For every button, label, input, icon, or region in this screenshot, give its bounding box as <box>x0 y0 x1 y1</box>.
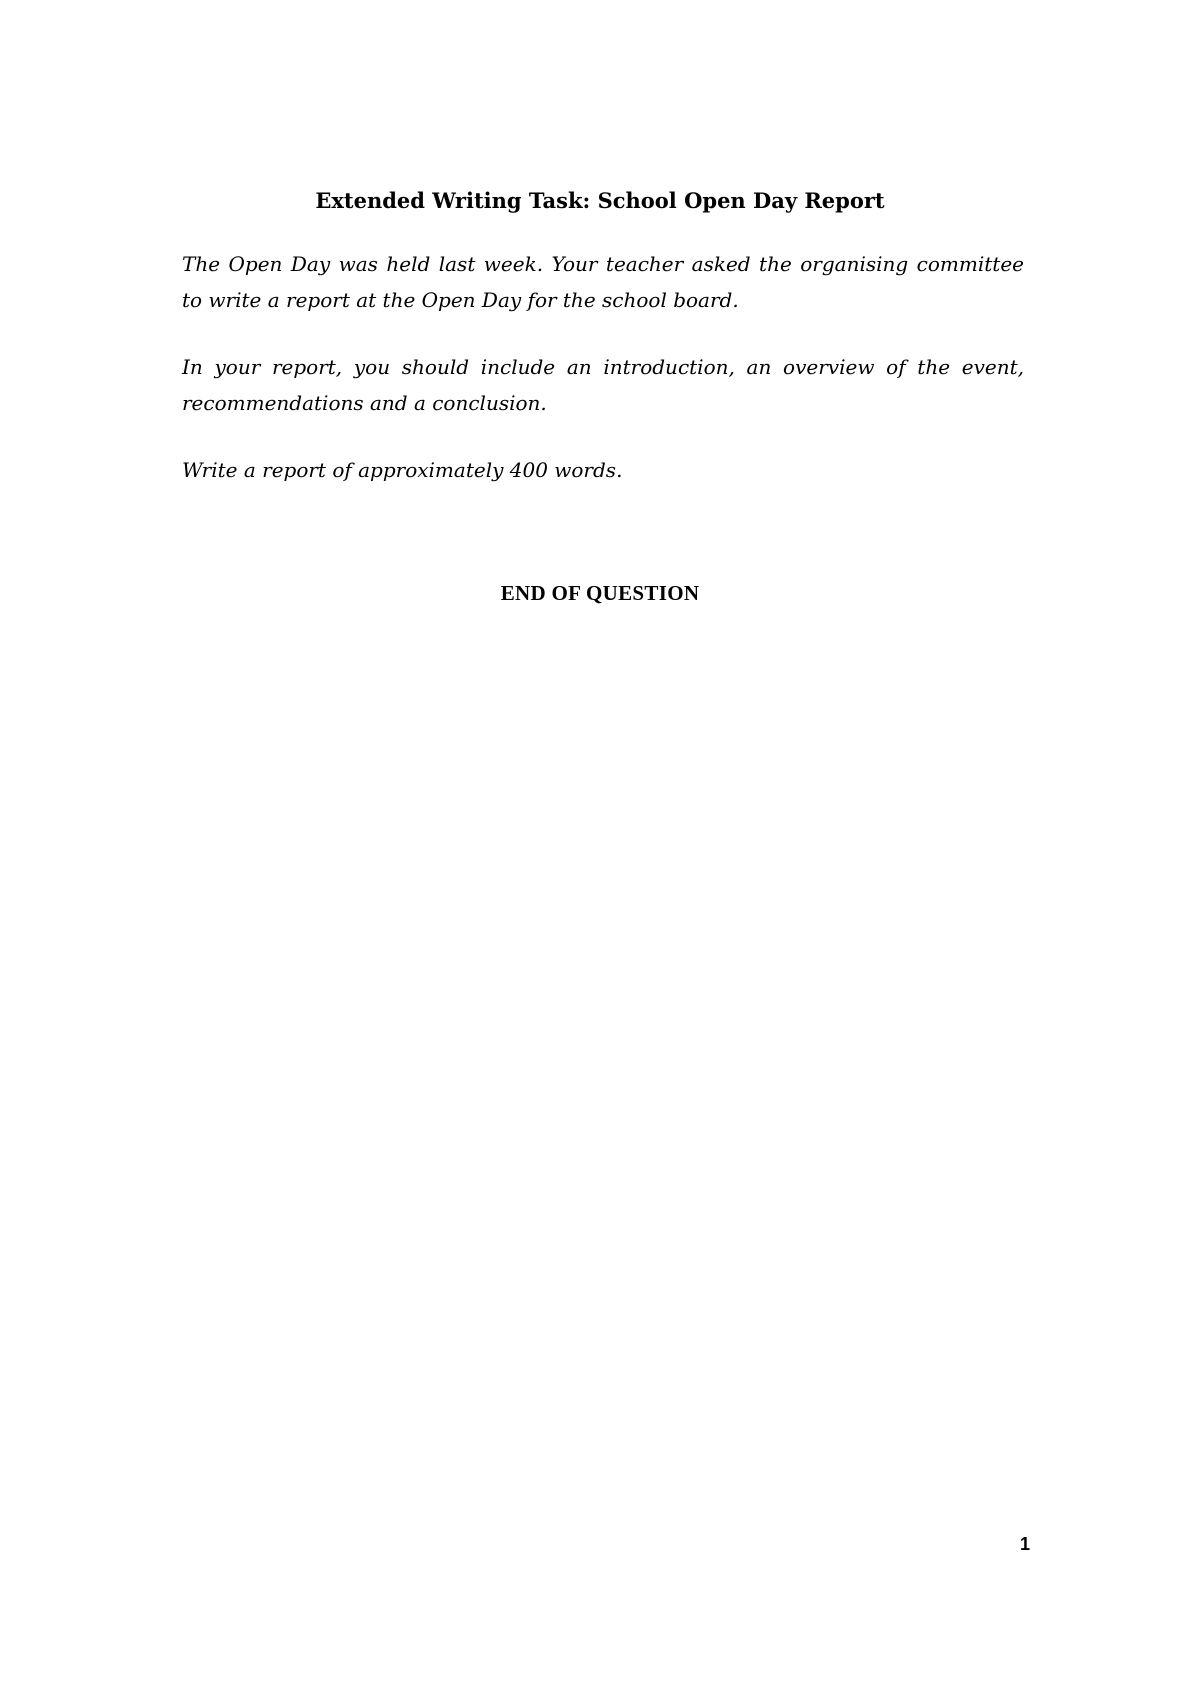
end-of-question: END OF QUESTION <box>500 581 700 605</box>
task-paragraph-1: The Open Day was held last week. Your teacher asked the organising committee to write a report at the Open Day for the school board. <box>182 252 1024 312</box>
page-title: Extended Writing Task: School Open Day Report <box>315 188 885 213</box>
task-paragraph-3: Write a report of approximately 400 words. <box>182 458 623 482</box>
page-number: 1 <box>1019 1534 1030 1554</box>
task-paragraph-2: In your report, you should include an introduction, an overview of the event, recommendations and a conclusion. <box>182 355 1024 415</box>
